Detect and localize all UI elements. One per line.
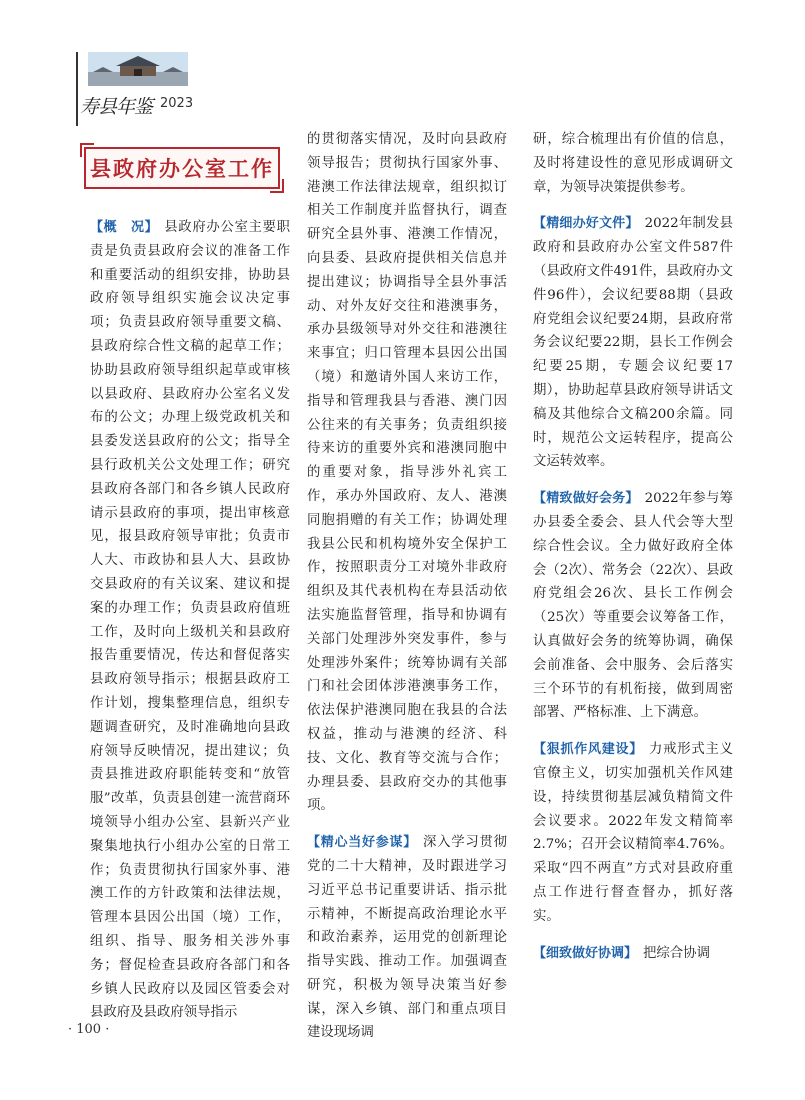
text-column-2 [307, 128, 507, 1045]
paragraph-lead: 【精心当好参谋】 [307, 835, 417, 851]
paragraph-text: 把综合协调 [643, 945, 710, 961]
paragraph-text: 2022年制发县政府和县政府办公室文件587件（县政府文件491件，县政府办文件96件），会议纪要88期（县政府党组会议纪要24期，县政府常务会议纪要22期，县长工作例会纪要25期，专题会议纪要17期），协助起草县政府领导讲话文稿及其他综合文稿200余篇。同时，规范公文运转程序，提高公文运转效率。 [533, 216, 733, 470]
header-building-image [88, 52, 188, 86]
text-column-1 [90, 216, 290, 1025]
paragraph-lead: 【精致做好会务】 [533, 491, 639, 507]
paragraph-text: 的贯彻落实情况，及时向县政府领导报告；贯彻执行国家外事、港澳工作法律法规章，组织拟订相关工作制度并监督执行，调查研究全县外事、港澳工作情况，向县委、县政府提供相关信息并提出建议；协调指导全县外事活动、对外友好交往和港澳事务，承办县级领导对外交往和港澳往来事宜；归口管理本县因公出国（境）和邀请外国人来访工作，指导和管理我县与香港、澳门因公往来的有关事务；负责组织接待来访的重要外宾和港澳同胞中的重要对象，指导涉外礼宾工作，承办外国政府、友人、港澳同胞捐赠的有关工作；协调处理我县公民和机构境外安全保护工作，按照职责分工对境外非政府组织及其代表机构在寿县活动依法实施监督管理，指导和协调有关部门处理涉外突发事件，参与处理涉外案件；统筹协调有关部门和社会团体涉港澳事务工作，依法保护港澳同胞在我县的合法权益，推动与港澳的经济、科技、文化、教育等交流与合作；办理县委、县政府交办的其他事项。 [307, 132, 507, 814]
paragraph-continued [307, 128, 507, 818]
text-column-3 [533, 128, 733, 965]
paragraph-text: 县政府办公室主要职责是负责县政府会议的准备工作和重要活动的组织安排，协助县政府领导组织实施会议决定事项；负责县政府领导重要文稿、县政府综合性文稿的起草工作；协助县政府领导组织起草或审核以县政府、县政府办公室名义发布的公文；办理上级党政机关和县委发送县政府的公文；指导全县行政机关公文处理工作；研究县政府各部门和各乡镇人民政府请示县政府的事项，提出审核意见，报县政府领导审批；负责市人大、市政协和县人大、县政协交县政府的有关议案、建议和提案的办理工作；负责县政府值班工作，及时向上级机关和县政府报告重要情况，传达和督促落实县政府领导指示；根据县政府工作计划，搜集整理信息，组织专题调查研究，及时准确地向县政府领导反映情况，提出建议；负责县推进政府职能转变和“放管服”改革，负责县创建一流营商环境领导小组办公室、县新兴产业聚集地执行小组办公室的日常工作；负责贯彻执行国家外事、港澳工作的方针政策和法律法规，管理本县因公出国（境）工作，组织、指导、服务相关涉外事务；督促检查县政府各部门和各乡镇人民政府以及园区管委会对县政府及县政府领导指示 [90, 220, 290, 1021]
paragraph-lead: 【细致做好协调】 [533, 945, 638, 961]
paragraph-text: 深入学习贯彻党的二十大精神，及时跟进学习习近平总书记重要讲话、指示批示精神，不断提高政治理论水平和政治素养，运用党的创新理论指导实践、推动工作。加强调查研究，积极为领导决策当好参谋，深入乡镇、部门和重点项目建设现场调 [307, 835, 507, 1041]
paragraph-text: 力戒形式主义官僚主义，切实加强机关作风建设，持续贯彻基层减负精简文件会议要求。2022年发文精简率2.7%；召开会议精简率4.76%。采取“四不两直”方式对县政府重点工作进行督查督办，抓好落实。 [533, 742, 733, 924]
paragraph-advisory [307, 831, 507, 1045]
paragraph-text: 研，综合梳理出有价值的信息，及时将建设性的意见形成调研文章，为领导决策提供参考。 [533, 132, 733, 195]
yearbook-brand: 寿县年鉴 [80, 96, 153, 118]
paragraph-lead: 【狠抓作风建设】 [533, 742, 643, 758]
paragraph-work-style [533, 738, 733, 928]
yearbook-year: 2023 [160, 96, 194, 111]
section-title-box [84, 147, 280, 189]
section-title: 县政府办公室工作 [90, 157, 274, 181]
paragraph-text: 2022年参与筹办县委全委会、县人代会等大型综合性会议。全力做好政府全体会（2次）、常务会（22次）、县政府党组会26次、县长工作例会（25次）等重要会议筹备工作，认真做好会务的统筹协调，确保会前准备、会中服务、会后落实三个环节的有机衔接，做到周密部署、严格标准、上下满意。 [533, 491, 733, 721]
paragraph-continued [533, 128, 733, 199]
paragraph-meetings [533, 487, 733, 725]
header-rule [76, 52, 78, 126]
paragraph-lead: 【概 况】 [90, 220, 159, 235]
page-header [76, 52, 194, 122]
paragraph-lead: 【精细办好文件】 [533, 216, 639, 232]
paragraph-documents [533, 212, 733, 474]
paragraph-coordination [533, 942, 733, 966]
paragraph-overview [90, 216, 290, 1025]
page-number: · 100 · [68, 1022, 110, 1037]
